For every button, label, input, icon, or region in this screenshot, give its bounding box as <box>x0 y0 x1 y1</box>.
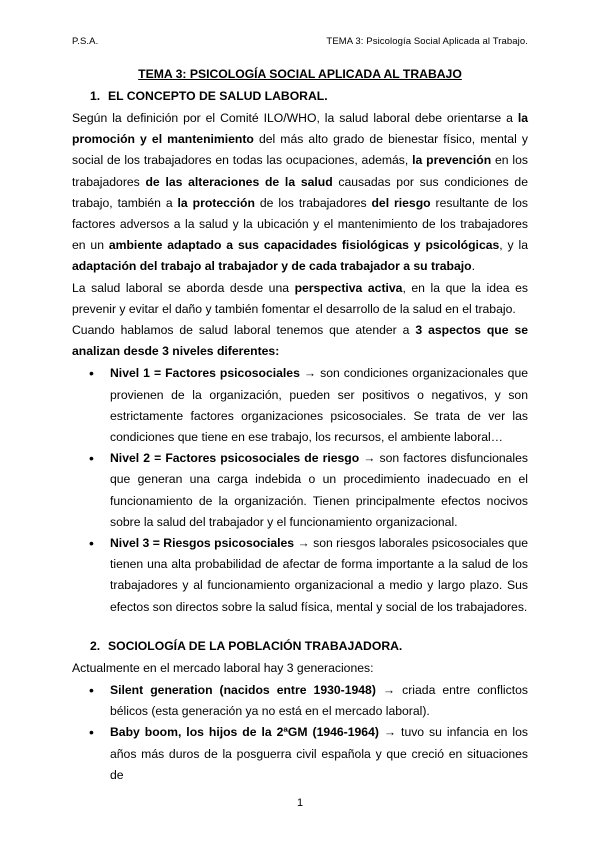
section-2-title: SOCIOLOGÍA DE LA POBLACIÓN TRABAJADORA. <box>108 638 403 653</box>
paragraph-definition <box>72 108 528 278</box>
section-2-heading <box>90 638 528 654</box>
bold-run: del riesgo <box>371 195 431 210</box>
level-2-label: Nivel 2 = Factores psicosociales de riesgo <box>110 451 360 466</box>
header-right: TEMA 3: Psicología Social Aplicada al Trabajo. <box>326 36 528 47</box>
section-1-title: EL CONCEPTO DE SALUD LABORAL. <box>108 89 328 103</box>
bold-run: perspectiva activa <box>294 280 403 295</box>
paragraph-three-aspects <box>72 320 528 362</box>
baby-boom-label: Baby boom, los hijos de la 2ªGM (1946-1964) <box>110 725 379 740</box>
level-2-text: → son factores disfuncionales que generan una carga indebida o un procedimiento inadecuado en el funcionamiento de la organización. Tienen principalmente efectos nocivos sobre la salud del trabajador y el funcionamiento organizacional. <box>110 451 528 529</box>
text-run: causadas por sus condiciones de trabajo, también a <box>72 174 528 210</box>
text-run: . <box>471 259 475 274</box>
text-run: en los trabajadores <box>72 153 528 189</box>
document-title: TEMA 3: PSICOLOGÍA SOCIAL APLICADA AL TRABAJO <box>138 67 462 81</box>
baby-boom-text: → tuvo su infancia en los años más duros de la posguerra civil española y que creció en situaciones de <box>110 725 528 782</box>
text-run: , en la que la idea es prevenir y evitar el daño y también fomentar el desarrollo de la salud en el trabajo. <box>72 280 528 316</box>
section-2-number: 2. <box>90 638 101 653</box>
page-number: 1 <box>296 797 304 809</box>
bold-run: ambiente adaptado a sus capacidades fisiológicas y psicológicas <box>108 238 500 253</box>
generations-list <box>72 680 528 786</box>
bold-run: 3 aspectos que se analizan desde 3 niveles diferentes: <box>72 323 529 359</box>
section-1-number: 1. <box>90 89 101 103</box>
level-3-label: Nivel 3 = Riesgos psicosociales <box>110 536 295 551</box>
list-item-silent-generation <box>110 680 528 722</box>
header-left: P.S.A. <box>72 36 99 47</box>
silent-generation-text: → criada entre conflictos bélicos (esta generación ya no está en el mercado laboral). <box>110 683 528 719</box>
level-1-text: → son condiciones organizacionales que provienen de la organización, pueden ser positivos o negativos, y son estrictamente factores organizaciones psicosociales. Se trata de ver las condiciones que tiene en ese trabajo, los recursos, el ambiente laboral… <box>110 366 529 445</box>
text-run: de los trabajadores <box>254 195 372 210</box>
list-item-level-2 <box>110 448 528 533</box>
levels-list <box>72 363 528 617</box>
bold-run: la promoción y el mantenimiento <box>72 111 528 147</box>
text-run: , y la <box>499 238 528 253</box>
bold-run: la protección <box>177 195 255 210</box>
bold-run: adaptación del trabajo al trabajador y de cada trabajador a su trabajo <box>72 259 472 274</box>
level-3-text: → son riesgos laborales psicosociales que tienen una alta probabilidad de afectar de forma importante a la salud de los trabajadores y al funcionamiento organizacional a medio y largo plazo. Sus efectos son directos sobre la salud física, mental y social de los trabajadores. <box>110 536 529 614</box>
document-body <box>72 66 528 786</box>
bold-run: de las alteraciones de la salud <box>145 174 333 189</box>
text-run: Según la definición por el Comité ILO/WHO, la salud laboral debe orientarse a <box>72 111 518 125</box>
list-item-level-1 <box>110 363 528 448</box>
text-run: La salud laboral se aborda desde una <box>72 280 295 295</box>
bold-run: la prevención <box>412 153 492 168</box>
section-1-heading <box>90 88 528 104</box>
list-item-level-3 <box>110 533 528 618</box>
text-run: resultante de los factores adversos a la salud y la ubicación y el mantenimiento de los trabajadores en un <box>72 195 528 253</box>
paragraph-active-perspective <box>72 278 528 320</box>
level-1-label: Nivel 1 = Factores psicosociales <box>110 366 300 381</box>
text-run: del más alto grado de bienestar físico, mental y social de los trabajadores en todas las ocupaciones, además, <box>72 132 528 168</box>
paragraph-generations-intro: Actualmente en el mercado laboral hay 3 generaciones: <box>72 660 374 675</box>
text-run: Cuando hablamos de salud laboral tenemos que atender a <box>72 323 416 338</box>
silent-generation-label: Silent generation (nacidos entre 1930-1948) <box>110 683 376 698</box>
list-item-baby-boom <box>110 722 528 786</box>
